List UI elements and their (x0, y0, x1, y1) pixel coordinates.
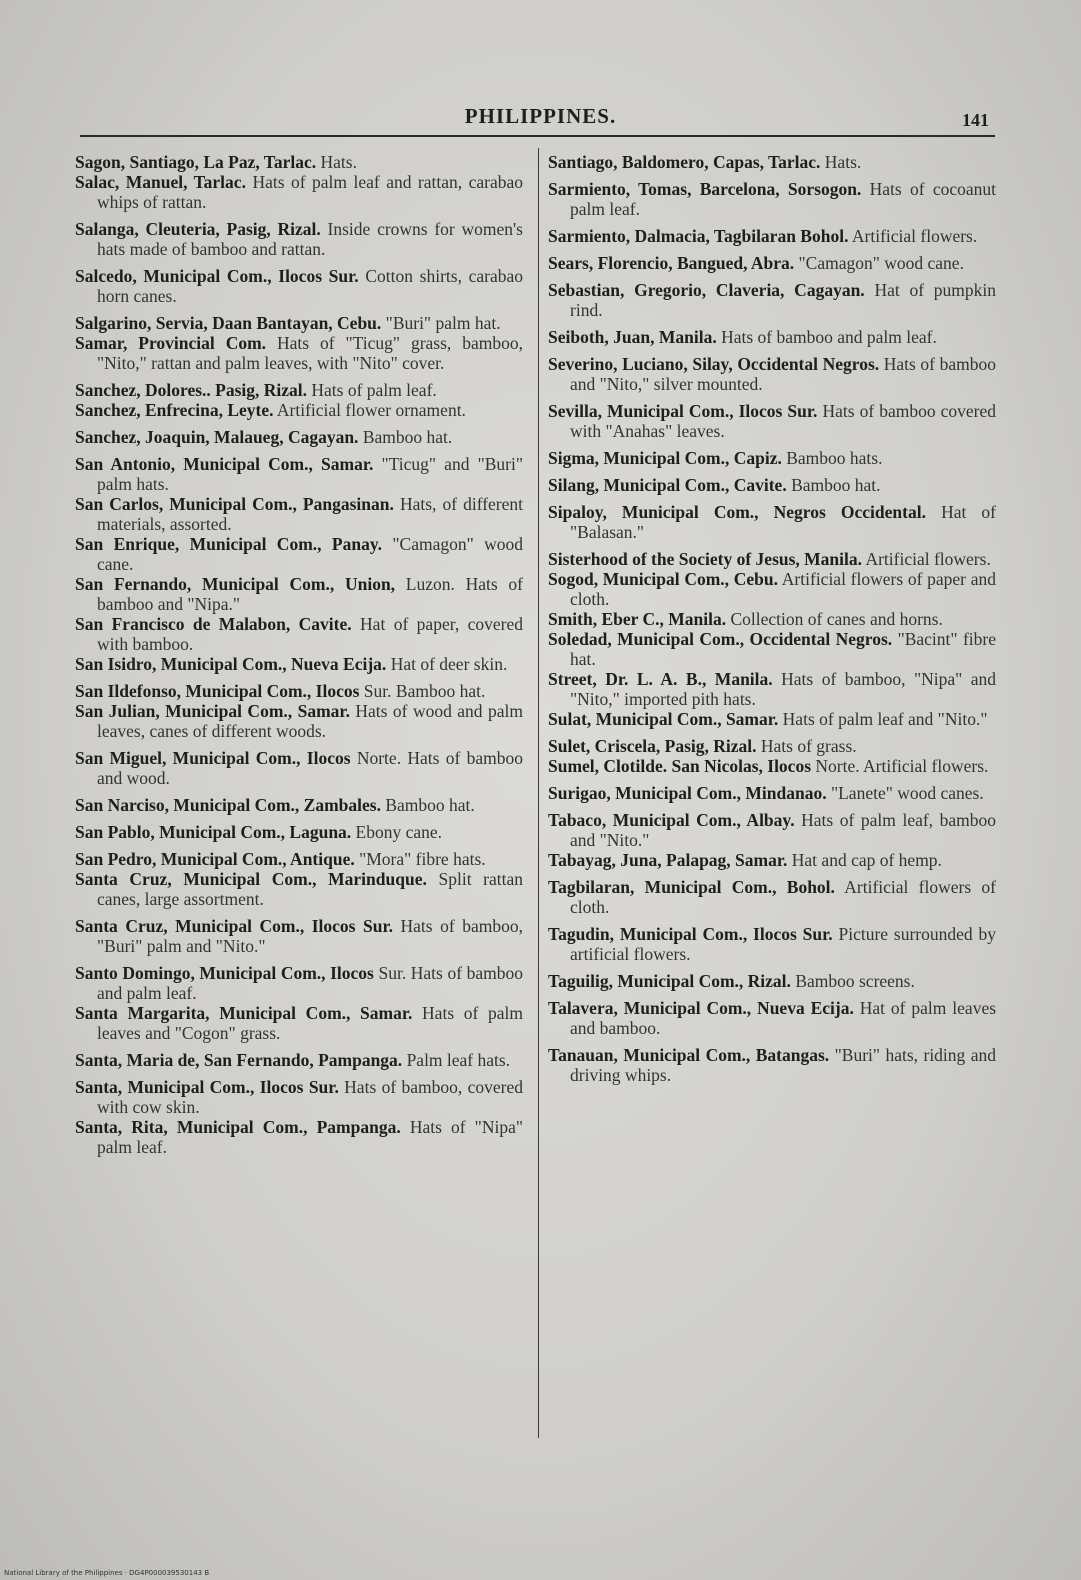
entry-description: Hats of bamboo covered with "Anahas" leaves. (570, 401, 997, 441)
entry-name: Sarmiento, Tomas, Barcelona, Sorsogon. (548, 179, 862, 199)
entry-name: San Isidro, Municipal Com., Nueva Ecija. (75, 654, 387, 674)
entry-description: Hats of palm leaves and "Cogon" grass. (97, 1003, 523, 1043)
directory-entry (548, 971, 996, 991)
entry-description: Hats of palm leaf and rattan, carabao whips of rattan. (97, 172, 524, 212)
directory-entry (75, 869, 523, 909)
entry-name: Sigma, Municipal Com., Capiz. (548, 448, 782, 468)
entry-description: Hats of "Ticug" grass, bamboo, "Nito," rattan and palm leaves, with "Nito" cover. (97, 333, 524, 373)
entry-description: Artificial flowers of paper and cloth. (570, 569, 996, 609)
entry-description: Sur. Bamboo hat. (363, 681, 486, 701)
directory-entry (75, 1077, 523, 1117)
directory-entry (75, 1117, 523, 1157)
entry-name: Tabayag, Juna, Palapag, Samar. (548, 850, 788, 870)
entry-name: Salcedo, Municipal Com., Ilocos Sur. (75, 266, 359, 286)
header-rule (80, 135, 995, 137)
entry-description: Norte. Artificial flowers. (815, 756, 989, 776)
entry-description: Cotton shirts, carabao horn canes. (97, 266, 524, 306)
directory-entry (548, 850, 996, 870)
footer-note: National Library of the Philippines · DG4P000039530143 B (4, 1569, 210, 1577)
entry-name: Sogod, Municipal Com., Cebu. (548, 569, 779, 589)
directory-entry (75, 494, 523, 534)
entry-description: Hats of bamboo, "Nipa" and "Nito," imported pith hats. (570, 669, 997, 709)
directory-entry (548, 629, 996, 669)
entry-description: Hats, of different materials, assorted. (97, 494, 524, 534)
entry-description: Artificial flowers of cloth. (570, 877, 997, 917)
entry-name: Tagudin, Municipal Com., Ilocos Sur. (548, 924, 833, 944)
entry-description: Hats of bamboo and palm leaf. (721, 327, 937, 347)
entry-name: San Miguel, Municipal Com., Ilocos (75, 748, 351, 768)
directory-entry (75, 313, 523, 333)
entry-name: Talavera, Municipal Com., Nueva Ecija. (548, 998, 854, 1018)
entry-description: Hat of paper, covered with bamboo. (97, 614, 523, 654)
entry-description: "Camagon" wood cane. (97, 534, 523, 574)
entry-name: Samar, Provincial Com. (75, 333, 267, 353)
entry-description: Ebony cane. (355, 822, 443, 842)
entry-name: Santa Cruz, Municipal Com., Marinduque. (75, 869, 427, 889)
directory-entry (75, 916, 523, 956)
entry-name: Sanchez, Joaquin, Malaueg, Cagayan. (75, 427, 359, 447)
directory-entry (75, 748, 523, 788)
entry-name: Salac, Manuel, Tarlac. (75, 172, 246, 192)
entry-name: Soledad, Municipal Com., Occidental Negros. (548, 629, 893, 649)
entry-name: Santa, Municipal Com., Ilocos Sur. (75, 1077, 339, 1097)
entry-name: Sisterhood of the Society of Jesus, Manila. (548, 549, 863, 569)
entry-description: Hat of deer skin. (390, 654, 508, 674)
directory-entry (75, 849, 523, 869)
entry-description: Hats of cocoanut palm leaf. (570, 179, 997, 219)
entry-description: Picture surrounded by artificial flowers. (570, 924, 996, 964)
directory-entry (548, 924, 996, 964)
directory-entry (75, 534, 523, 574)
directory-entry (548, 609, 996, 629)
directory-entry (75, 654, 523, 674)
directory-entry (75, 152, 523, 172)
entry-description: Artificial flower ornament. (276, 400, 466, 420)
entry-name: Smith, Eber C., Manila. (548, 609, 727, 629)
directory-entry (75, 701, 523, 741)
directory-entry (548, 783, 996, 803)
entry-name: Sipaloy, Municipal Com., Negros Occidental. (548, 502, 926, 522)
entry-description: Hat and cap of hemp. (791, 850, 942, 870)
entry-name: Sagon, Santiago, La Paz, Tarlac. (75, 152, 317, 172)
directory-entry (75, 380, 523, 400)
entry-description: "Ticug" and "Buri" palm hats. (97, 454, 523, 494)
directory-entry (75, 454, 523, 494)
entry-name: Street, Dr. L. A. B., Manila. (548, 669, 773, 689)
directory-entry (548, 756, 996, 776)
entry-name: San Carlos, Municipal Com., Pangasinan. (75, 494, 394, 514)
entry-description: Hats of bamboo and "Nito," silver mounted. (570, 354, 996, 394)
entry-description: Hat of pumpkin rind. (570, 280, 996, 320)
entry-name: Salgarino, Servia, Daan Bantayan, Cebu. (75, 313, 382, 333)
entry-name: San Julian, Municipal Com., Samar. (75, 701, 350, 721)
entry-description: "Lanete" wood canes. (830, 783, 984, 803)
entry-name: San Fernando, Municipal Com., Union, (75, 574, 396, 594)
entry-description: Collection of canes and horns. (730, 609, 943, 629)
directory-entry (75, 822, 523, 842)
entry-name: Tanauan, Municipal Com., Batangas. (548, 1045, 830, 1065)
directory-entry (75, 266, 523, 306)
entry-name: San Enrique, Municipal Com., Panay. (75, 534, 382, 554)
entry-name: San Francisco de Malabon, Cavite. (75, 614, 352, 634)
directory-entry (548, 569, 996, 609)
entry-name: Tabaco, Municipal Com., Albay. (548, 810, 795, 830)
entry-name: Santa Margarita, Municipal Com., Samar. (75, 1003, 413, 1023)
entry-description: Hats of grass. (760, 736, 857, 756)
entry-description: "Buri" palm hat. (385, 313, 501, 333)
entry-description: Artificial flowers. (851, 226, 978, 246)
left-column (75, 152, 523, 1164)
directory-entry (548, 736, 996, 756)
directory-entry (75, 614, 523, 654)
entry-description: Hat of "Balasan." (570, 502, 996, 542)
entry-description: Hats of palm leaf. (311, 380, 437, 400)
entry-name: Surigao, Municipal Com., Mindanao. (548, 783, 827, 803)
entry-name: Santa Cruz, Municipal Com., Ilocos Sur. (75, 916, 393, 936)
entry-description: Norte. Hats of bamboo and wood. (97, 748, 523, 788)
directory-entry (548, 327, 996, 347)
entry-description: "Camagon" wood cane. (798, 253, 964, 273)
directory-entry (75, 1050, 523, 1070)
entry-description: Bamboo hats. (786, 448, 883, 468)
directory-entry (548, 877, 996, 917)
entry-description: Hats of bamboo, covered with cow skin. (97, 1077, 523, 1117)
entry-description: "Mora" fibre hats. (359, 849, 486, 869)
entry-description: Artificial flowers. (865, 549, 991, 569)
entry-description: "Bacint" fibre hat. (570, 629, 996, 669)
directory-entry (75, 681, 523, 701)
entry-description: Inside crowns for women's hats made of bamboo and rattan. (97, 219, 523, 259)
directory-entry (75, 427, 523, 447)
directory-entry (548, 709, 996, 729)
directory-entry (548, 1045, 996, 1085)
entry-name: Santiago, Baldomero, Capas, Tarlac. (548, 152, 821, 172)
entry-name: San Pablo, Municipal Com., Laguna. (75, 822, 352, 842)
directory-entry (548, 179, 996, 219)
entry-name: Tagbilaran, Municipal Com., Bohol. (548, 877, 835, 897)
entry-description: Luzon. Hats of bamboo and "Nipa." (97, 574, 523, 614)
entry-description: Split rattan canes, large assortment. (97, 869, 524, 909)
entry-name: San Pedro, Municipal Com., Antique. (75, 849, 355, 869)
entry-description: Hat of palm leaves and bamboo. (570, 998, 997, 1038)
entry-name: San Ildefonso, Municipal Com., Ilocos (75, 681, 360, 701)
entry-description: "Buri" hats, riding and driving whips. (570, 1045, 997, 1085)
column-divider (538, 148, 539, 1438)
entry-name: Silang, Municipal Com., Cavite. (548, 475, 787, 495)
entry-description: Hats of bamboo, "Buri" palm and "Nito." (97, 916, 523, 956)
entry-description: Bamboo hat. (362, 427, 453, 447)
directory-entry (548, 669, 996, 709)
page-number: 141 (962, 110, 989, 130)
directory-entry (75, 1003, 523, 1043)
directory-entry (75, 172, 523, 212)
directory-entry (548, 810, 996, 850)
directory-entry (548, 502, 996, 542)
entry-name: San Narciso, Municipal Com., Zambales. (75, 795, 381, 815)
entry-name: Sebastian, Gregorio, Claveria, Cagayan. (548, 280, 865, 300)
entry-name: Sulat, Municipal Com., Samar. (548, 709, 779, 729)
directory-entry (75, 574, 523, 614)
directory-entry (548, 280, 996, 320)
directory-entry (75, 795, 523, 815)
entry-description: Bamboo hat. (791, 475, 881, 495)
entry-name: Severino, Luciano, Silay, Occidental Negros. (548, 354, 880, 374)
right-column (548, 152, 996, 1092)
entry-name: Sears, Florencio, Bangued, Abra. (548, 253, 795, 273)
directory-entry (548, 475, 996, 495)
entry-description: Hats of palm leaf, bamboo and "Nito." (570, 810, 996, 850)
entry-name: Sarmiento, Dalmacia, Tagbilaran Bohol. (548, 226, 849, 246)
entry-name: Sulet, Criscela, Pasig, Rizal. (548, 736, 757, 756)
entry-description: Hats of "Nipa" palm leaf. (97, 1117, 523, 1157)
entry-name: Santa, Maria de, San Fernando, Pampanga. (75, 1050, 403, 1070)
entry-name: Salanga, Cleuteria, Pasig, Rizal. (75, 219, 321, 239)
directory-entry (548, 152, 996, 172)
entry-description: Sur. Hats of bamboo and palm leaf. (97, 963, 523, 1003)
entry-description: Hats. (824, 152, 862, 172)
entry-name: Santa, Rita, Municipal Com., Pampanga. (75, 1117, 401, 1137)
entry-name: Seiboth, Juan, Manila. (548, 327, 717, 347)
entry-name: San Antonio, Municipal Com., Samar. (75, 454, 374, 474)
entry-name: Taguilig, Municipal Com., Rizal. (548, 971, 791, 991)
directory-entry (548, 448, 996, 468)
directory-entry (75, 333, 523, 373)
directory-entry (548, 401, 996, 441)
directory-entry (75, 219, 523, 259)
directory-entry (548, 998, 996, 1038)
entry-name: Sanchez, Dolores.. Pasig, Rizal. (75, 380, 308, 400)
directory-entry (548, 549, 996, 569)
entry-name: Sumel, Clotilde. San Nicolas, Ilocos (548, 756, 812, 776)
entry-description: Hats of palm leaf and "Nito." (782, 709, 988, 729)
directory-entry (75, 400, 523, 420)
directory-entry (548, 226, 996, 246)
entry-name: Santo Domingo, Municipal Com., Ilocos (75, 963, 374, 983)
directory-entry (75, 963, 523, 1003)
directory-entry (548, 253, 996, 273)
entry-description: Hats. (320, 152, 357, 172)
directory-entry (548, 354, 996, 394)
entry-name: Sevilla, Municipal Com., Ilocos Sur. (548, 401, 818, 421)
page-header-title: PHILIPPINES. (464, 104, 617, 128)
entry-description: Bamboo screens. (795, 971, 915, 991)
entry-description: Hats of wood and palm leaves, canes of different woods. (97, 701, 523, 741)
entry-description: Palm leaf hats. (406, 1050, 511, 1070)
entry-description: Bamboo hat. (385, 795, 475, 815)
entry-name: Sanchez, Enfrecina, Leyte. (75, 400, 274, 420)
